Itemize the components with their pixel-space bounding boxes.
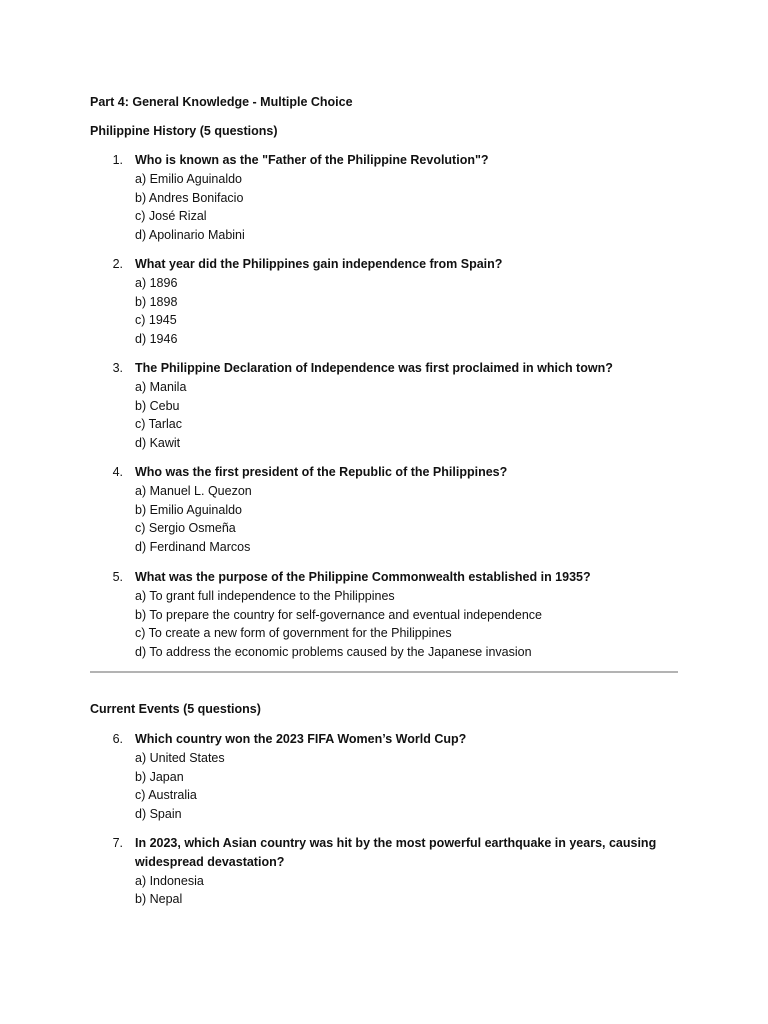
question-7 xyxy=(90,834,670,909)
answer-option: d) 1946 xyxy=(135,332,178,347)
answer-option: b) To prepare the country for self-governance and eventual independence xyxy=(135,607,542,622)
question-number: 4. xyxy=(112,465,123,479)
answer-option: b) Andres Bonifacio xyxy=(135,190,244,205)
answer-option: a) Emilio Aguinaldo xyxy=(135,171,243,186)
question-text: 7. In 2023, which Asian country was hit by the most powerful earthquake in years, causing widespread devastation? xyxy=(90,834,670,872)
question-number: 5. xyxy=(112,570,123,584)
answer-option: b) Cebu xyxy=(135,398,180,413)
question-2 xyxy=(90,255,670,349)
answer-option: a) Manila xyxy=(135,379,187,394)
section-title-current-events: Current Events (5 questions) xyxy=(90,702,261,716)
question-5 xyxy=(90,568,670,662)
answer-option: d) Kawit xyxy=(135,436,181,451)
question-text: 6. Which country won the 2023 FIFA Women’s World Cup? xyxy=(90,730,670,749)
answer-option: d) Ferdinand Marcos xyxy=(135,540,251,555)
answer-option: b) Nepal xyxy=(135,892,183,907)
answer-option: d) Spain xyxy=(135,807,182,822)
question-text: 3. The Philippine Declaration of Independence was first proclaimed in which town? xyxy=(90,359,670,378)
section-title-philippine-history: Philippine History (5 questions) xyxy=(90,124,278,138)
question-text: 2. What year did the Philippines gain independence from Spain? xyxy=(90,255,670,274)
question-3 xyxy=(90,359,670,453)
question-number: 7. xyxy=(112,836,123,850)
answer-option: a) Indonesia xyxy=(135,873,204,888)
answer-option: b) Emilio Aguinaldo xyxy=(135,502,243,517)
answer-option: d) To address the economic problems caused by the Japanese invasion xyxy=(135,645,532,660)
section-divider xyxy=(90,671,678,673)
answer-option: c) To create a new form of government for the Philippines xyxy=(135,626,452,641)
answer-option: b) 1898 xyxy=(135,294,178,309)
answer-option: c) Australia xyxy=(135,788,197,803)
answer-option: c) 1945 xyxy=(135,313,177,328)
answer-option: a) 1896 xyxy=(135,275,178,290)
answer-option: b) Japan xyxy=(135,769,184,784)
question-4 xyxy=(90,463,670,557)
question-text: 1. Who is known as the "Father of the Philippine Revolution"? xyxy=(90,151,670,170)
question-number: 2. xyxy=(112,257,123,271)
question-text: 4. Who was the first president of the Republic of the Philippines? xyxy=(90,463,670,482)
question-number: 1. xyxy=(112,153,123,167)
part-title: Part 4: General Knowledge - Multiple Choice xyxy=(90,95,353,109)
answer-option: a) To grant full independence to the Philippines xyxy=(135,588,395,603)
question-number: 3. xyxy=(112,361,123,375)
answer-option: c) Sergio Osmeña xyxy=(135,521,236,536)
question-1 xyxy=(90,151,670,245)
answer-option: a) Manuel L. Quezon xyxy=(135,483,252,498)
answer-option: c) José Rizal xyxy=(135,209,207,224)
answer-option: c) Tarlac xyxy=(135,417,183,432)
question-number: 6. xyxy=(112,732,123,746)
question-6 xyxy=(90,730,670,824)
question-text: 5. What was the purpose of the Philippine Commonwealth established in 1935? xyxy=(90,568,670,587)
answer-option: a) United States xyxy=(135,750,225,765)
answer-option: d) Apolinario Mabini xyxy=(135,228,245,243)
